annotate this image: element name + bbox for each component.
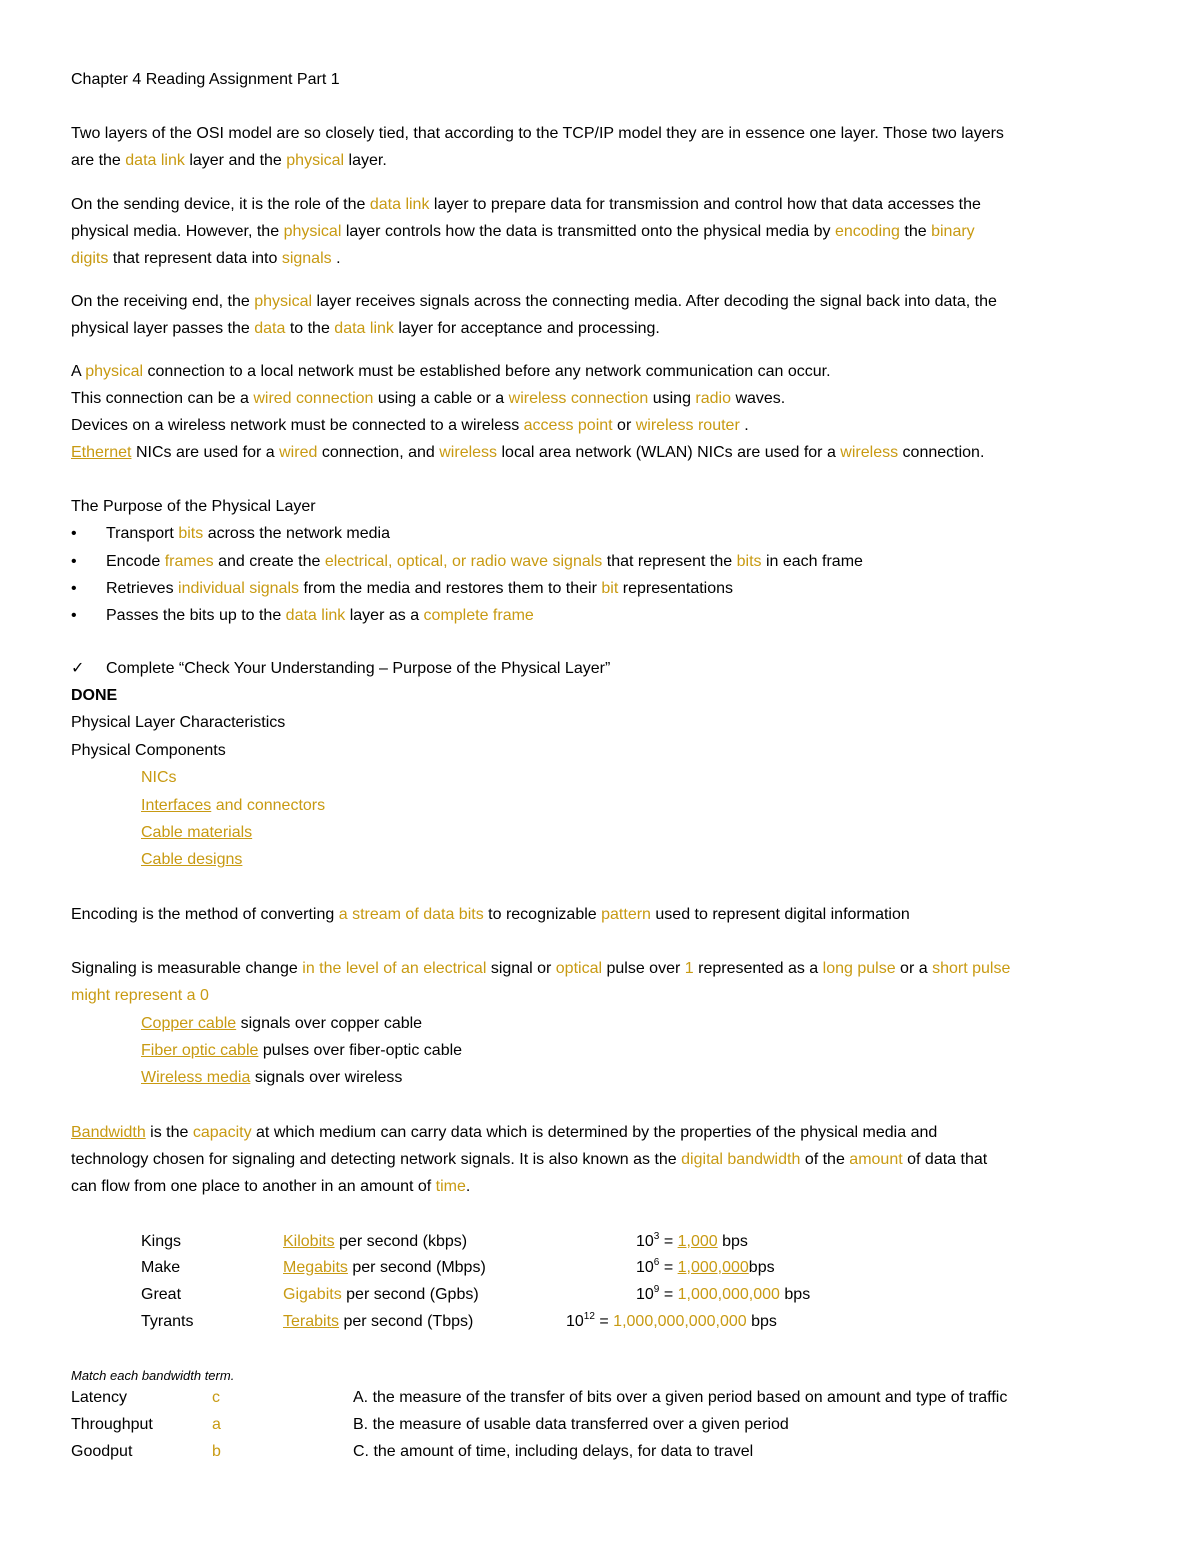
signaling-line-2: might represent a 0	[71, 987, 209, 1004]
match-answer: a	[212, 1416, 221, 1433]
unit-name: Gigabits per second (Gpbs)	[283, 1286, 479, 1303]
match-definition: C. the amount of time, including delays, for data to travel	[353, 1443, 754, 1460]
components-heading: Physical Components	[71, 742, 226, 759]
unit-name: Terabits per second (Tbps)	[283, 1313, 474, 1330]
match-definition: A. the measure of the transfer of bits over a given period based on amount and type of traffic	[353, 1389, 1008, 1406]
receiving-line-1: On the receiving end, the physical layer receives signals across the connecting media. After decoding the signal back into data, the	[71, 293, 997, 310]
media-copper: Copper cable signals over copper cable	[141, 1015, 423, 1032]
bullet-icon: •	[71, 553, 77, 570]
purpose-heading: The Purpose of the Physical Layer	[71, 498, 316, 515]
checkmark-icon: ✓	[71, 660, 85, 677]
bandwidth-line-1: Bandwidth is the capacity at which medium can carry data which is determined by the properties of the physical media and	[71, 1124, 938, 1141]
match-definition: B. the measure of usable data transferred over a given period	[353, 1416, 789, 1433]
match-term: Latency	[71, 1389, 128, 1406]
sending-line-3: digits that represent data into signals .	[71, 250, 341, 267]
connection-line-4: Ethernet NICs are used for a wired connection, and wireless local area network (WLAN) NICs are used for a wireless connection.	[71, 444, 985, 461]
connection-line-1: A physical connection to a local network must be established before any network communication can occur.	[71, 363, 831, 380]
unit-value: $10^6 = 1,000,000bps$	[636, 1257, 775, 1276]
characteristics-heading: Physical Layer Characteristics	[71, 714, 286, 731]
unit-name: Megabits per second (Mbps)	[283, 1259, 486, 1276]
unit-name: Kilobits per second (kbps)	[283, 1233, 468, 1250]
mnemonic-word: Tyrants	[141, 1313, 194, 1330]
component-cable-designs: Cable designs	[141, 851, 243, 868]
match-term: Throughput	[71, 1416, 153, 1433]
sending-line-1: On the sending device, it is the role of the data link layer to prepare data for transmission and control how that data accesses the	[71, 196, 981, 213]
match-answer: b	[212, 1443, 221, 1460]
purpose-bullet-3: Retrieves individual signals from the media and restores them to their bit representations	[106, 580, 734, 597]
match-term: Goodput	[71, 1443, 133, 1460]
sending-line-2: physical media. However, the physical layer controls how the data is transmitted onto the physical media by encoding the binary	[71, 223, 975, 240]
bullet-icon: •	[71, 525, 77, 542]
connection-line-2: This connection can be a wired connection using a cable or a wireless connection using radio waves.	[71, 390, 786, 407]
unit-value: $10^3 = 1,000$ bps	[636, 1231, 748, 1250]
component-interfaces: Interfaces and connectors	[141, 797, 326, 814]
intro-line-1: Two layers of the OSI model are so closely tied, that according to the TCP/IP model they are in essence one layer. Those two layers	[71, 125, 1004, 142]
receiving-line-2: physical layer passes the data to the data link layer for acceptance and processing.	[71, 320, 660, 337]
mnemonic-word: Make	[141, 1259, 181, 1276]
bandwidth-line-2: technology chosen for signaling and detecting network signals. It is also known as the digital bandwidth of the amount of data that	[71, 1151, 988, 1168]
bandwidth-line-3: can flow from one place to another in an amount of time.	[71, 1178, 471, 1195]
document-title: Chapter 4 Reading Assignment Part 1	[71, 71, 340, 88]
done-label: DONE	[71, 687, 118, 704]
purpose-bullet-1: Transport bits across the network media	[106, 525, 390, 542]
mnemonic-word: Kings	[141, 1233, 182, 1250]
media-wireless: Wireless media signals over wireless	[141, 1069, 403, 1086]
intro-line-2: are the data link layer and the physical layer.	[71, 152, 387, 169]
purpose-bullet-4: Passes the bits up to the data link layer as a complete frame	[106, 607, 534, 624]
component-cable-materials: Cable materials	[141, 824, 253, 841]
match-answer: c	[212, 1389, 220, 1406]
unit-value: $10^{12} = 1,000,000,000,000$ bps	[566, 1311, 777, 1330]
signaling-line-1: Signaling is measurable change in the level of an electrical signal or optical pulse over 1 represented as a long pulse or a short pulse	[71, 960, 1011, 977]
bullet-icon: •	[71, 580, 77, 597]
media-fiber: Fiber optic cable pulses over fiber-optic cable	[141, 1042, 463, 1059]
match-instruction: Match each bandwidth term.	[71, 1368, 235, 1383]
purpose-bullet-2: Encode frames and create the electrical, optical, or radio wave signals that represent the bits in each frame	[106, 553, 863, 570]
mnemonic-word: Great	[141, 1286, 182, 1303]
connection-line-3: Devices on a wireless network must be connected to a wireless access point or wireless router .	[71, 417, 749, 434]
bullet-icon: •	[71, 607, 77, 624]
component-nics: NICs	[141, 769, 177, 786]
encoding-definition: Encoding is the method of converting a stream of data bits to recognizable pattern used to represent digital information	[71, 906, 910, 923]
unit-value: $10^9 = 1,000,000,000$ bps	[636, 1284, 811, 1303]
check-understanding-text: Complete “Check Your Understanding – Purpose of the Physical Layer”	[106, 660, 611, 677]
